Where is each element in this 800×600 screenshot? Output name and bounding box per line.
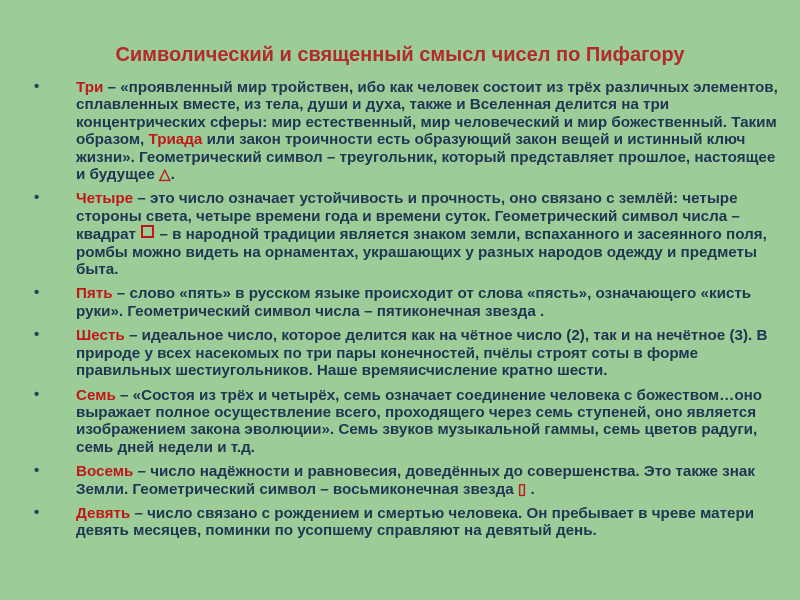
item-term: Восемь: [76, 463, 134, 481]
list-item-three: [34, 79, 782, 183]
item-text: – число надёжности и равновесия, доведённых до совершенства. Это также знак Земли. Геометрический символ – восьмиконечная звезда: [76, 463, 755, 498]
item-text: – это число означает устойчивость и прочность, оно связано с землёй: четыре стороны света, четыре времени года и времени суток. Геометрический символ числа – квадрат: [76, 190, 740, 244]
bullet-icon: •: [34, 462, 40, 480]
bullet-icon: •: [34, 385, 40, 403]
list-item-five: [34, 285, 782, 320]
item-term: Семь: [76, 386, 116, 404]
item-highlight: Триада: [148, 131, 203, 149]
item-text: или закон троичности есть образующий закон вещей и истинный ключ жизни». Геометрический символ – треугольник, который представляет прошлое, настоящее и будущее: [76, 131, 776, 184]
list-item-four: [34, 190, 782, 278]
item-term: Четыре: [76, 190, 134, 208]
square-icon: [141, 225, 154, 238]
item-text: – идеальное число, которое делится как на чётное число (2), так и на нечётное (3). В природе у всех насекомых по три пары конечностей, пчёлы строят соты в форме правильных шестиугольников. Наше времяисчисление кратно шести.: [76, 327, 768, 380]
item-term: Пять: [76, 285, 113, 303]
list-item-nine: [34, 505, 782, 540]
item-term: Девять: [76, 504, 131, 522]
item-term: Три: [76, 79, 104, 96]
numbers-list: [34, 79, 782, 547]
item-text: – в народной традиции является знаком земли, вспаханного и засеянного поля, ромбы можно видеть на орнаментах, украшающих у разных народов одежду и предметы быта.: [76, 226, 767, 279]
bullet-icon: •: [34, 284, 40, 302]
bullet-icon: •: [34, 78, 40, 95]
item-text: .: [170, 166, 175, 184]
item-text: – слово «пять» в русском языке происходит от слова «пясть», означающего «кисть руки». Геометрический символ числа – пятиконечная звезда .: [76, 285, 752, 320]
bullet-icon: •: [34, 189, 40, 207]
list-item-eight: [34, 463, 782, 498]
item-term: Шесть: [76, 327, 125, 345]
bullet-icon: •: [34, 503, 40, 521]
item-text: – «проявленный мир тройствен, ибо как человек состоит из трёх различных элементов, сплавленных вместе, из тела, души и духа, также и Вселенная делится на три концентрических сферы: мир естественный, мир человеческий и мир божественный. Таким образом,: [76, 79, 778, 149]
eight-point-star-icon: ▯: [517, 480, 527, 498]
list-item-seven: [34, 387, 782, 457]
bullet-icon: •: [34, 326, 40, 344]
list-item-six: [34, 327, 782, 379]
item-text: .: [526, 480, 535, 498]
item-text: – «Состоя из трёх и четырёх, семь означает соединение человека с божеством…оно выражает полное осуществление всего, проходящего через семь ступеней, оно является изображением закона эволюции». Семь звуков музыкальной гаммы, семь цветов радуги, семь дней недели и т.д.: [76, 386, 763, 456]
item-text: – число связано с рождением и смертью человека. Он пребывает в чреве матери девять месяцев, поминки по усопшему справляют на девятый день.: [76, 504, 755, 540]
slide-title: Символический и священный смысл чисел по Пифагору: [115, 44, 685, 66]
triangle-icon: △: [159, 166, 171, 184]
